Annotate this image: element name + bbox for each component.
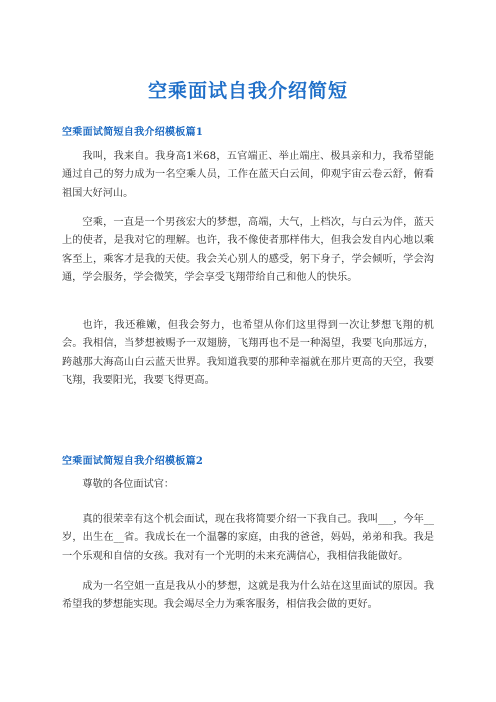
section-2-paragraph-2: 真的很荣幸有这个机会面试，现在我将简要介绍一下我自己。我叫___，今年__岁，出生在__省。我成长在一个温馨的家庭，由我的爸爸，妈妈，弟弟和我。我是一个乐观和自信的女孩。我对有一个光明的未来充满信心，我相信我能做好。	[62, 514, 434, 562]
section-2-paragraph-3: 成为一名空姐一直是我从小的梦想，这就是我为什么站在这里面试的原因。我希望我的梦想能实现。我会竭尽全力为乘客服务，相信我会做的更好。	[62, 581, 434, 611]
section-heading-2: 空乘面试简短自我介绍模板篇2	[62, 456, 204, 467]
section-2-paragraph-1: 尊敬的各位面试官：	[82, 479, 175, 490]
section-heading-1: 空乘面试简短自我介绍模板篇1	[62, 127, 204, 138]
section-1-paragraph-3: 也许，我还稚嫩，但我会努力，也希望从你们这里得到一次让梦想飞翔的机会。我相信，当梦想被赐予一双翅膀，飞翔再也不是一种渴望，我要飞向那远方，跨越那大海高山白云蓝天世界。我知道我要的那种幸福就在那片更高的天空，我要飞翔，我要阳光，我要飞得更高。	[62, 320, 434, 387]
section-1-paragraph-1: 我叫，我来自。我身高1米68，五官端正、举止端庄、极具亲和力，我希望能通过自己的努力成为一名空乘人员，工作在蓝天白云间，仰观宇宙云卷云舒，俯看祖国大好河山。	[62, 151, 434, 199]
section-1-paragraph-2: 空乘，一直是一个男孩宏大的梦想，高端，大气，上档次，与白云为伴，蓝天上的使者，是我对它的理解。也许，我不像使者那样伟大，但我会发自内心地以乘客至上，乘客才是我的天使。我会关心别人的感受，躬下身子，学会倾听，学会沟通，学会服务，学会微笑，学会享受飞翔带给自己和他人的快乐。	[62, 217, 434, 284]
document-title: 空乘面试自我介绍简短	[147, 80, 348, 102]
